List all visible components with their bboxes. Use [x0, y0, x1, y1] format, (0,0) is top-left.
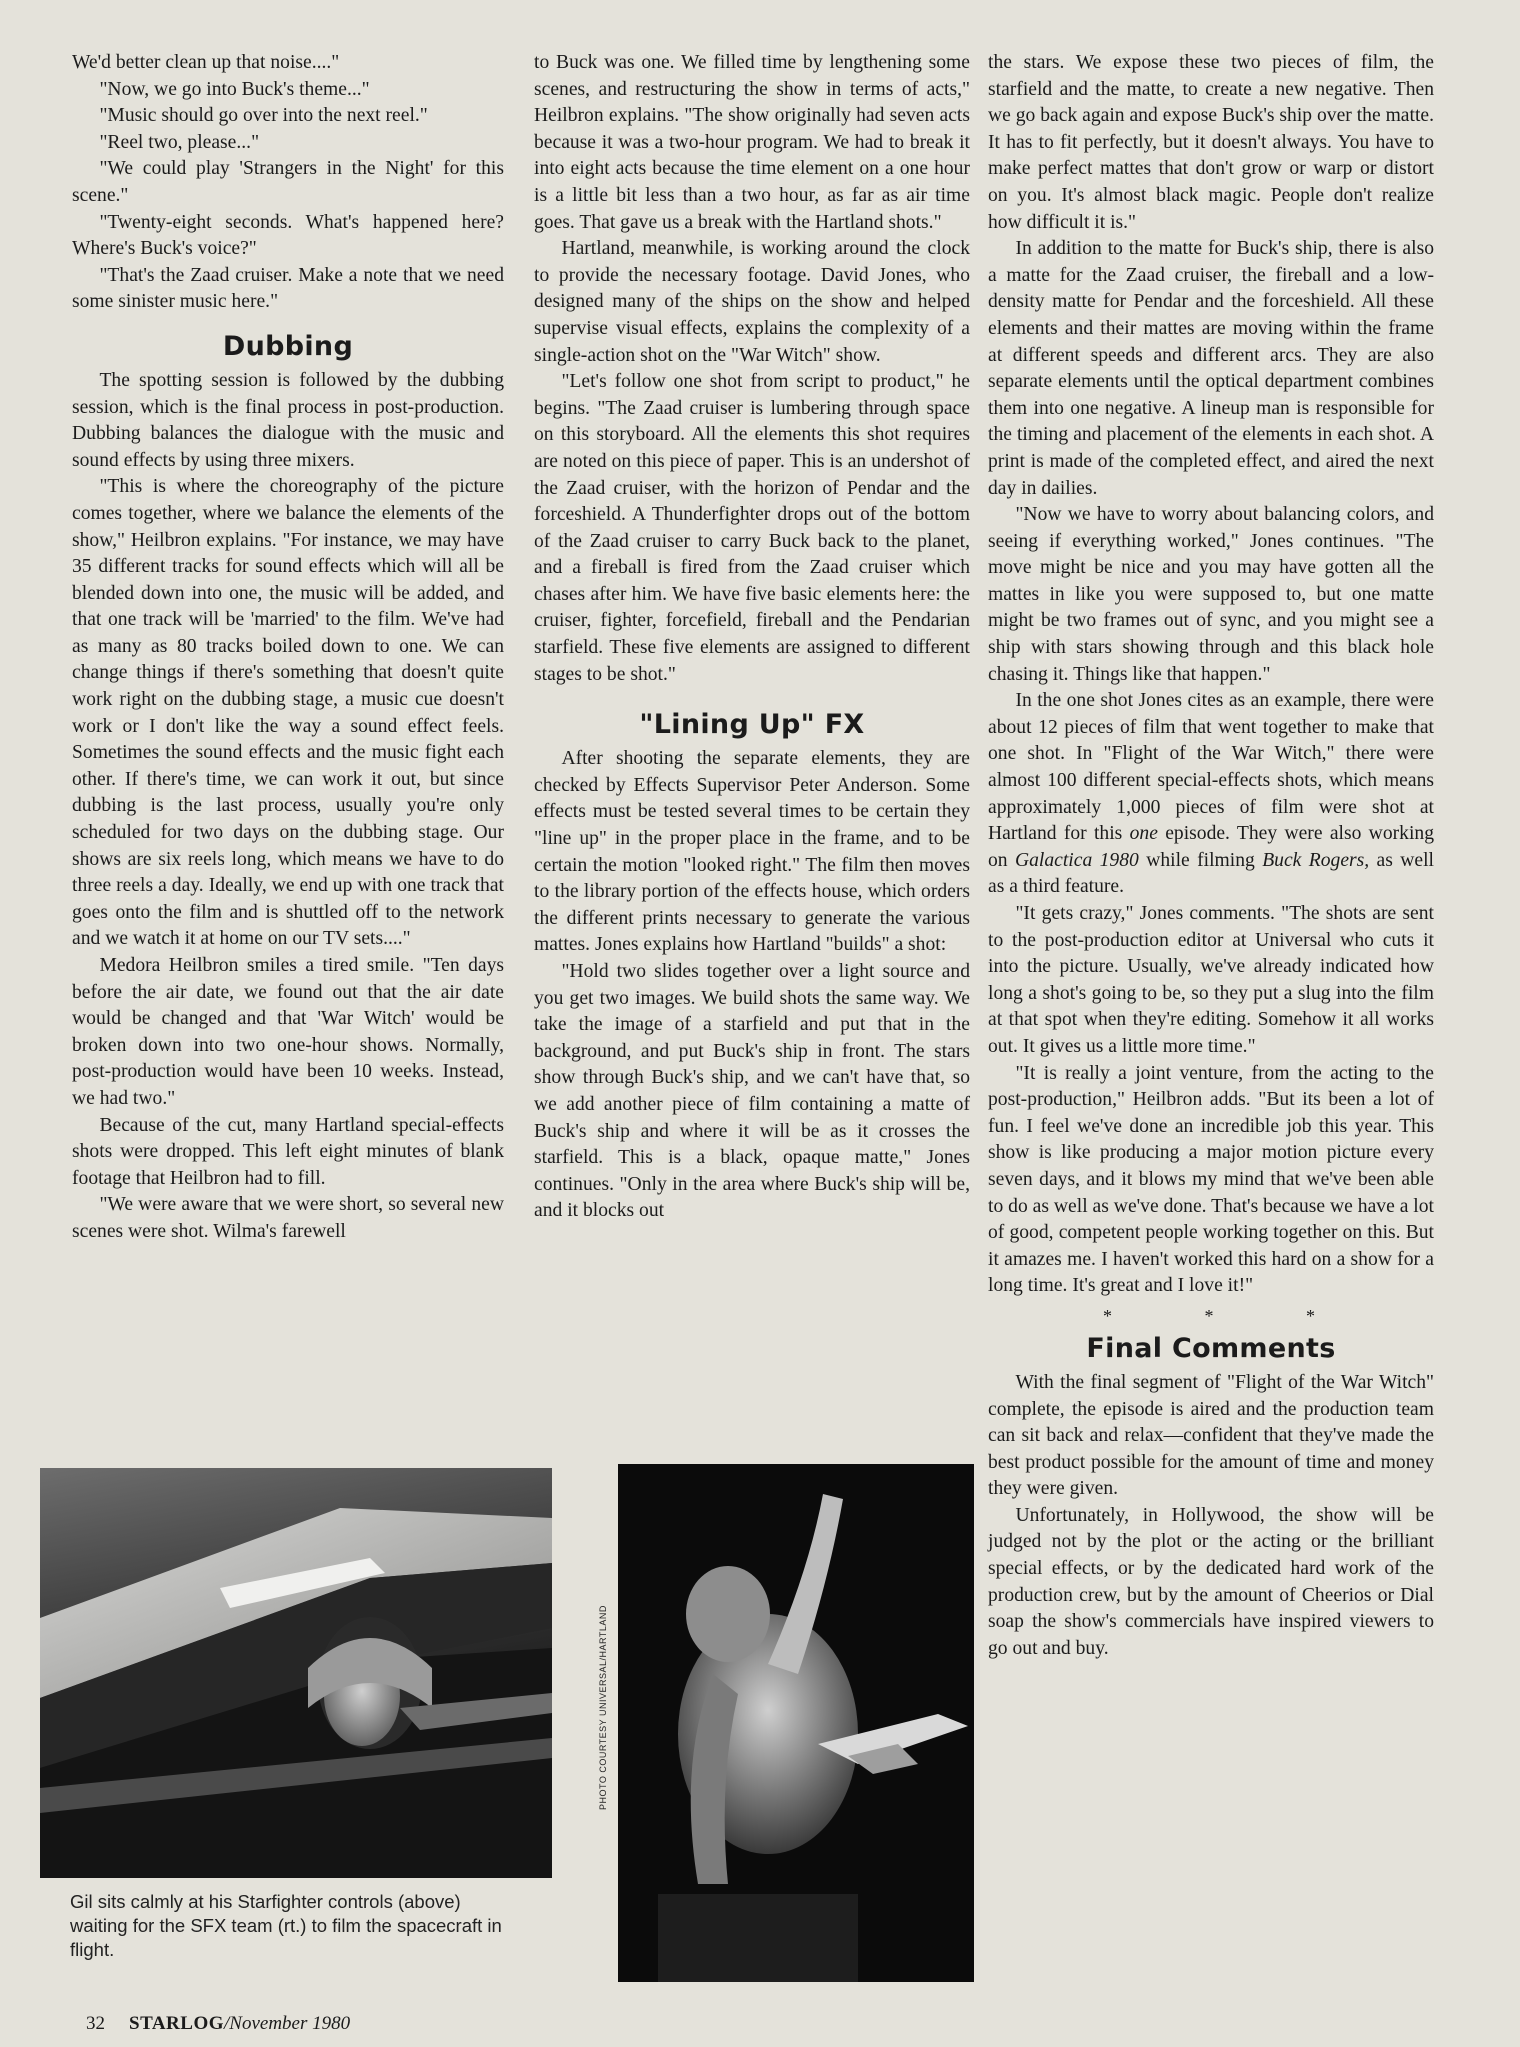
photo-cockpit-illustration — [40, 1468, 552, 1878]
section-heading-dubbing: Dubbing — [222, 330, 354, 362]
photo-credit: PHOTO COURTESY UNIVERSAL/HARTLAND — [598, 1605, 608, 1810]
paragraph: "Let's follow one shot from script to product," he begins. "The Zaad cruiser is lumbering through space on this storyboard. All the elements this shot requires are noted on this piece of paper. This is an undershot of the Zaad cruiser, with the horizon of Pendar and the forceshield. A Thunderfighter drops out of the bottom of the Zaad cruiser to carry Buck back to the planet, and a fireball is fired from the Zaad cruiser which chases after him. We have five basic elements here: the cruiser, fighter, forcefield, fireball and the Pendarian starfield. These five elements are assigned to different stages to be shot." — [534, 371, 970, 685]
article-column-2 — [534, 50, 970, 1225]
paragraph: "It gets crazy," Jones comments. "The shots are sent to the post-production editor at Universal who cuts it into the picture. Usually, we've already indicated how long a shot's going to be, so they put a slug into the film at that spot when they're editing. Somehow it all works out. It gives us a little more time." — [988, 903, 1434, 1057]
italic-title: Buck Rogers, — [1262, 849, 1370, 871]
paragraph: "Twenty-eight seconds. What's happened here? Where's Buck's voice?" — [72, 211, 504, 260]
paragraph: "That's the Zaad cruiser. Make a note that we need some sinister music here." — [72, 264, 504, 313]
paragraph: "It is really a joint venture, from the acting to the post-production," Heilbron adds. "But its been a lot of fun. I feel we've done an incredible job this year. This show is like producing a major motion picture every seven days, and it blows my mind that we've been able to do as well as we've done. That's because we have a lot of good, competent people working together on this. But it amazes me. I haven't worked this hard on a show for a long time. It's great and I love it!" — [988, 1062, 1434, 1297]
paragraph: to Buck was one. We filled time by lengthening some scenes, and restructuring the show in terms of acts," Heilbron explains. "The show originally had seven acts because it was a two-hour program. We had to break it into eight acts because the time element on a one hour is a little bit less than a two hour, as far as air time goes. That gave us a break with the Hartland shots." — [534, 52, 970, 233]
paragraph: "We could play 'Strangers in the Night' for this scene." — [72, 158, 504, 206]
paragraph: With the final segment of "Flight of the War Witch" complete, the episode is aired and the production team can sit back and relax—confident that they've made the best product possible for the amount of time and money they were given. — [988, 1371, 1434, 1500]
italic-text: one — [1129, 823, 1158, 845]
text-span: while filming — [1138, 849, 1263, 871]
article-column-1 — [72, 50, 504, 1246]
photo-cockpit — [40, 1468, 552, 1878]
section-break-stars: * * * — [1103, 1305, 1359, 1326]
text-span: episode. They were also working on — [988, 823, 1434, 871]
paragraph: After shooting the separate elements, they are checked by Effects Supervisor Peter Anderson. Some effects must be tested several times to be certain they "line up" in the proper place in the frame, and to be certain the motion "looked right." The film then moves to the library portion of the effects house, which orders the different prints necessary to generate the various mattes. Jones explains how Hartland "builds" a shot: — [534, 748, 970, 956]
paragraph: Medora Heilbron smiles a tired smile. "Ten days before the air date, we found out that the air date would be changed and that 'War Witch' would be broken down into two one-hour shows. Normally, post-production would have been 10 weeks. Instead, we had two." — [72, 955, 504, 1109]
text-span: In the one shot Jones cites as an example, there were about 12 pieces of film that went together to make that one shot. In "Flight of the War Witch," there were almost 100 different special-effects shots, which means approximately 1,000 pieces of film were shot at Hartland for this — [988, 690, 1434, 845]
paragraph: Unfortunately, in Hollywood, the show will be judged not by the plot or the acting or the brilliant special effects, or by the dedicated hard work of the production crew, but by the amount of Cheerios or Dial soap the show's commercials have inspired viewers to go out and buy. — [988, 1504, 1434, 1659]
photo-caption: Gil sits calmly at his Starfighter controls (above) waiting for the SFX team (rt.) to film the spacecraft in flight. — [70, 1891, 502, 1960]
page-footer — [86, 2012, 350, 2036]
paragraph: Hartland, meanwhile, is working around the clock to provide the necessary footage. David Jones, who designed many of the ships on the show and helped supervise visual effects, explains the complexity of a single-action shot on the "War Witch" show. — [534, 238, 970, 366]
paragraph: "Hold two slides together over a light source and you get two images. We build shots the same way. We take the image of a starfield and put that in the background, and put Buck's ship in front. The stars show through Buck's ship, and we can't have that, so we add another piece of film containing a matte of Buck's ship and where it will be as it crosses the starfield. This is a black, opaque matte," Jones continues. "Only in the area where Buck's ship will be, and it blocks out — [534, 961, 970, 1222]
paragraph: "Reel two, please..." — [99, 131, 260, 153]
paragraph: "We were aware that we were short, so several new scenes were shot. Wilma's farewell — [72, 1194, 504, 1242]
photo-sfx-team — [618, 1464, 974, 1982]
article-column-3 — [988, 50, 1434, 1662]
section-heading-lining-up: "Lining Up" FX — [639, 709, 865, 741]
paragraph: In addition to the matte for Buck's ship, there is also a matte for the Zaad cruiser, the fireball and a low-density matte for Pendar and the forceshield. All these elements and their mattes are moving within the frame at different speeds and different arcs. They are also separate elements until the optical department combines them into one negative. A lineup man is responsible for the timing and placement of the elements in each shot. A print is made of the completed effect, and aired the next day in dailies. — [988, 238, 1434, 499]
text-span: as well as a third feature. — [988, 849, 1434, 898]
paragraph: "Now we have to worry about balancing colors, and seeing if everything worked," Jones continues. "The move might be nice and you may have gotten all the mattes in like you were supposed to, but one matte might be two frames out of sync, and you might see a ship with stars showing through and this black hole chasing it. Things like that happen." — [988, 504, 1434, 685]
page-number: 32 — [86, 2013, 105, 2034]
paragraph: The spotting session is followed by the dubbing session, which is the final process in post-production. Dubbing balances the dialogue with the music and sound effects by using three mixers. — [72, 369, 504, 471]
paragraph: "This is where the choreography of the picture comes together, where we balance the elements of the show," Heilbron explains. "For instance, we may have 35 different tracks for sound effects which will all be blended down into one, the music will be added, and that one track will be 'married' to the film. We've had as many as 80 tracks boiled down to one. We can change things if there's something that doesn't quite work right on the dubbing stage, a music cue doesn't work or I don't like the way a sound effect feels. Sometimes the sound effects and the music fight each other. If there's time, we can work it out, but since dubbing is the last process, usually you're only scheduled for two days on the dubbing stage. Our shows are six reels long, which means we have to do three reels a day. Ideally, we end up with one track that goes onto the film and is shuttled off to the network and we watch it at home on our TV sets...." — [72, 476, 504, 950]
paragraph: the stars. We expose these two pieces of film, the starfield and the matte, to create a new negative. Then we go back again and expose Buck's ship over the matte. It has to fit perfectly, but it doesn't always. You have to make perfect mattes that don't grow or warp or distort on you. It's almost black magic. People don't realize how difficult it is." — [988, 52, 1434, 233]
issue-date: /November 1980 — [224, 2013, 351, 2034]
paragraph: Because of the cut, many Hartland special-effects shots were dropped. This left eight minutes of blank footage that Heilbron had to fill. — [72, 1114, 504, 1189]
paragraph — [988, 688, 1434, 901]
italic-title: Galactica 1980 — [1014, 849, 1139, 871]
section-heading-final-comments: Final Comments — [1086, 1332, 1336, 1364]
magazine-name: STARLOG — [129, 2013, 225, 2034]
paragraph: We'd better clean up that noise...." — [72, 52, 340, 73]
paragraph: "Music should go over into the next reel." — [99, 105, 428, 127]
paragraph: "Now, we go into Buck's theme..." — [99, 78, 370, 100]
photo-sfx-illustration — [618, 1464, 974, 1982]
